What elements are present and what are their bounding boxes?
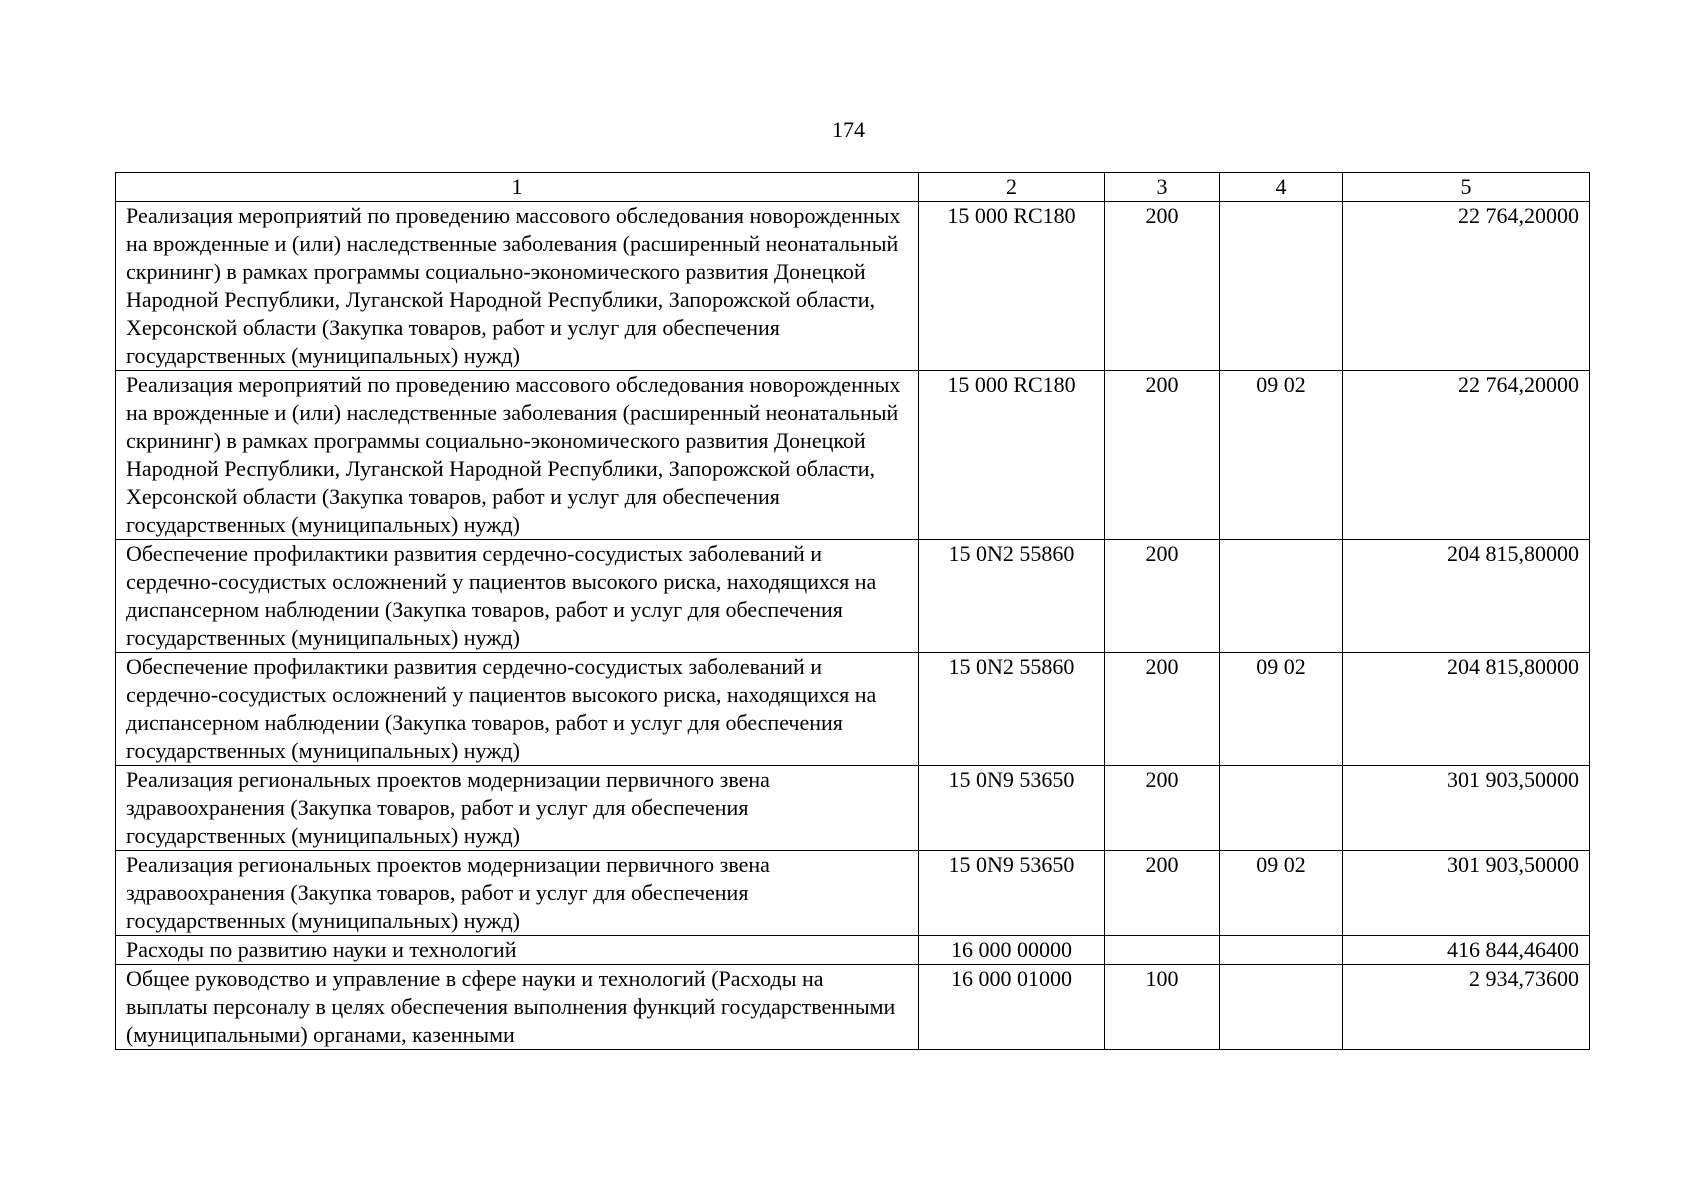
row-section: 09 02 xyxy=(1220,371,1343,540)
row-section: 09 02 xyxy=(1220,851,1343,936)
header-col-3: 3 xyxy=(1105,173,1220,202)
row-name: Общее руководство и управление в сфере науки и технологий (Расходы на выплаты персоналу в целях обеспечения выполнения функций государственными (муниципальными) органами, казенными xyxy=(116,965,919,1050)
table-row xyxy=(116,965,1590,1050)
row-section: 09 02 xyxy=(1220,653,1343,766)
row-name: Обеспечение профилактики развития сердечно-сосудистых заболеваний и сердечно-сосудистых осложнений у пациентов высокого риска, находящихся на диспансерном наблюдении (Закупка товаров, работ и услуг для обеспечения государственных (муниципальных) нужд) xyxy=(116,653,919,766)
row-name: Реализация региональных проектов модернизации первичного звена здравоохранения (Закупка товаров, работ и услуг для обеспечения государственных (муниципальных) нужд) xyxy=(116,766,919,851)
row-sum: 2 934,73600 xyxy=(1343,965,1590,1050)
row-expense-type: 200 xyxy=(1105,653,1220,766)
row-code: 15 000 RC180 xyxy=(919,371,1105,540)
row-sum: 22 764,20000 xyxy=(1343,371,1590,540)
row-name: Реализация мероприятий по проведению массового обследования новорожденных на врожденные и (или) наследственные заболевания (расширенный неонатальный скрининг) в рамках программы социально-экономического развития Донецкой Народной Республики, Луганской Народной Республики, Запорожской области, Херсонской области (Закупка товаров, работ и услуг для обеспечения государственных (муниципальных) нужд) xyxy=(116,202,919,371)
table-row xyxy=(116,202,1590,371)
row-code: 15 0N9 53650 xyxy=(919,766,1105,851)
row-name: Реализация региональных проектов модернизации первичного звена здравоохранения (Закупка товаров, работ и услуг для обеспечения государственных (муниципальных) нужд) xyxy=(116,851,919,936)
row-expense-type: 200 xyxy=(1105,202,1220,371)
table-row xyxy=(116,766,1590,851)
row-section xyxy=(1220,936,1343,965)
table-row xyxy=(116,540,1590,653)
row-code: 15 000 RC180 xyxy=(919,202,1105,371)
row-code: 15 0N9 53650 xyxy=(919,851,1105,936)
budget-table xyxy=(115,172,1590,1050)
row-section xyxy=(1220,202,1343,371)
table-body xyxy=(116,202,1590,1050)
table-header xyxy=(116,173,1590,202)
row-sum: 301 903,50000 xyxy=(1343,766,1590,851)
header-row xyxy=(116,173,1590,202)
row-name: Обеспечение профилактики развития сердечно-сосудистых заболеваний и сердечно-сосудистых осложнений у пациентов высокого риска, находящихся на диспансерном наблюдении (Закупка товаров, работ и услуг для обеспечения государственных (муниципальных) нужд) xyxy=(116,540,919,653)
table-row xyxy=(116,653,1590,766)
row-expense-type: 200 xyxy=(1105,851,1220,936)
row-code: 16 000 00000 xyxy=(919,936,1105,965)
row-name: Реализация мероприятий по проведению массового обследования новорожденных на врожденные и (или) наследственные заболевания (расширенный неонатальный скрининг) в рамках программы социально-экономического развития Донецкой Народной Республики, Луганской Народной Республики, Запорожской области, Херсонской области (Закупка товаров, работ и услуг для обеспечения государственных (муниципальных) нужд) xyxy=(116,371,919,540)
table-row xyxy=(116,851,1590,936)
page-number: 174 xyxy=(832,117,865,142)
row-name: Расходы по развитию науки и технологий xyxy=(116,936,919,965)
row-section xyxy=(1220,766,1343,851)
header-col-5: 5 xyxy=(1343,173,1590,202)
row-sum: 204 815,80000 xyxy=(1343,653,1590,766)
table-row xyxy=(116,936,1590,965)
row-section xyxy=(1220,540,1343,653)
table-row xyxy=(116,371,1590,540)
row-expense-type: 200 xyxy=(1105,540,1220,653)
row-code: 16 000 01000 xyxy=(919,965,1105,1050)
row-sum: 416 844,46400 xyxy=(1343,936,1590,965)
row-section xyxy=(1220,965,1343,1050)
row-expense-type: 200 xyxy=(1105,766,1220,851)
row-expense-type: 200 xyxy=(1105,371,1220,540)
row-code: 15 0N2 55860 xyxy=(919,540,1105,653)
row-sum: 301 903,50000 xyxy=(1343,851,1590,936)
header-col-2: 2 xyxy=(919,173,1105,202)
row-code: 15 0N2 55860 xyxy=(919,653,1105,766)
row-expense-type: 100 xyxy=(1105,965,1220,1050)
row-expense-type xyxy=(1105,936,1220,965)
header-col-4: 4 xyxy=(1220,173,1343,202)
row-sum: 22 764,20000 xyxy=(1343,202,1590,371)
header-col-1: 1 xyxy=(116,173,919,202)
row-sum: 204 815,80000 xyxy=(1343,540,1590,653)
